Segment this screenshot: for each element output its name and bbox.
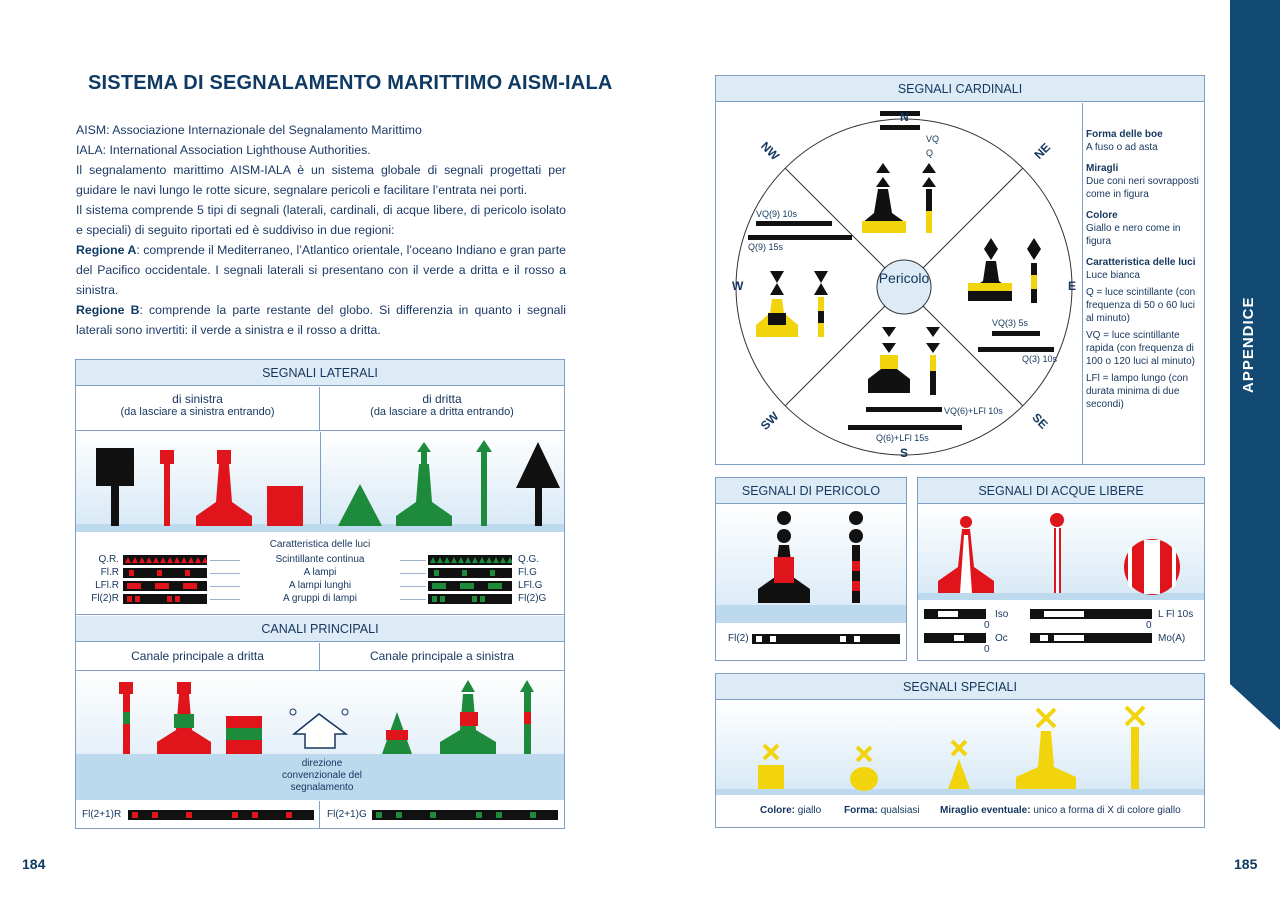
intro-line: Il segnalamento marittimo AISM-IALA è un sistema globale di segnali progettati per guidare le navi lungo le rotte sicure, segnalare pericoli e facilitare l’entrata nei porti. <box>76 163 566 197</box>
light-desc: A lampi <box>240 567 400 578</box>
page-number-right: 185 <box>1234 856 1258 872</box>
light-code-left: Fl.R <box>100 567 119 578</box>
acque-buoys <box>918 505 1204 597</box>
light-desc: A gruppi di lampi <box>240 593 400 604</box>
acque-zero: 0 <box>984 620 990 631</box>
speciali-panel <box>715 673 1205 828</box>
light-code-left: LFl.R <box>95 580 119 591</box>
mo-bar <box>1030 633 1152 643</box>
acque-panel <box>917 477 1205 661</box>
code-e1: VQ(3) 5s <box>992 318 1029 328</box>
dir-sw: SW <box>757 409 782 433</box>
speciali-buoys <box>716 701 1204 795</box>
pericolo-code: Fl(2) <box>728 633 749 644</box>
canali-left-light-bar <box>128 810 314 820</box>
canali-left-code: Fl(2+1)R <box>82 809 122 820</box>
compass-center-label: Pericolo <box>878 270 930 286</box>
light-pattern-bar <box>428 594 512 604</box>
laterali-panel <box>75 359 565 829</box>
lateral-buoys-illustration <box>76 432 564 532</box>
light-pattern-bar <box>428 568 512 578</box>
region-b-text: : comprende la parte restante del globo. Si differenzia in quanto i segnali laterali sono invertiti: il verde a sinistra e il rosso a dritta. <box>76 303 566 337</box>
acque-oc: Oc <box>995 633 1008 644</box>
legend-miragli: Miragli Due coni neri sovrapposti come in figura <box>1086 163 1199 200</box>
pericolo-header: SEGNALI DI PERICOLO <box>716 478 906 504</box>
acque-header: SEGNALI DI ACQUE LIBERE <box>918 478 1204 504</box>
page-number-left: 184 <box>22 856 46 872</box>
canali-left-title: Canale principale a dritta <box>131 649 264 663</box>
lights-title: Caratteristica delle luci <box>269 539 371 550</box>
light-pattern-bar <box>123 555 207 565</box>
appendix-label: APPENDICE <box>1240 296 1257 394</box>
code-s1: VQ(6)+LFl 10s <box>944 406 1003 416</box>
dir-e: E <box>1068 279 1077 293</box>
note-q: Q = luce scintillante (con frequenza di 50 o 60 luci al minuto) <box>1086 287 1196 324</box>
region-a-label: Regione A <box>76 243 137 257</box>
code-s2: Q(6)+LFl 15s <box>876 433 929 443</box>
region-b <box>76 300 566 340</box>
dir-nw: NW <box>757 138 783 164</box>
light-desc: Scintillante continua <box>240 554 400 565</box>
intro-line: IALA: International Association Lighthouse Authorities. <box>76 143 371 157</box>
region-a <box>76 240 566 300</box>
intro-text <box>76 120 566 340</box>
dir-w: W <box>732 279 744 293</box>
region-a-text: : comprende il Mediterraneo, l’Atlantico orientale, l’oceano Indiano e gran parte del Pacifico occidentale. I segnali laterali si presentano con il verde a dritta e il rosso a sinistra. <box>76 243 566 297</box>
light-code-left: Q.R. <box>98 554 119 565</box>
code-n1: VQ <box>926 134 940 144</box>
speciali-colore: Colore: giallo <box>760 805 822 816</box>
pericolo-buoys <box>716 505 906 615</box>
dir-se: SE <box>1029 410 1051 432</box>
code-e2: Q(3) 10s <box>1022 354 1058 364</box>
speciali-header: SEGNALI SPECIALI <box>716 674 1204 700</box>
light-code-right: Q.G. <box>518 554 540 565</box>
light-code-right: Fl.G <box>518 567 537 578</box>
speciali-forma: Forma: qualsiasi <box>844 805 920 816</box>
intro-line: Il sistema comprende 5 tipi di segnali (laterali, cardinali, di acque libere, di pericolo isolato e speciali) di seguito riportati ed è suddiviso in due regioni: <box>76 203 566 237</box>
acque-iso: Iso <box>995 609 1009 620</box>
code-w2: Q(9) 15s <box>748 242 784 252</box>
light-desc: A lampi lunghi <box>240 580 400 591</box>
pericolo-panel <box>715 477 907 661</box>
canali-right-title: Canale principale a sinistra <box>369 649 515 663</box>
laterali-left-sub: (da lasciare a sinistra entrando) <box>120 406 275 418</box>
pericolo-light-bar <box>752 634 900 644</box>
laterali-header: SEGNALI LATERALI <box>76 360 564 386</box>
page-title: SISTEMA DI SEGNALAMENTO MARITTIMO AISM-IALA <box>88 72 613 94</box>
cardinali-legend <box>1086 128 1202 411</box>
laterali-right-title: di dritta <box>422 392 462 406</box>
iso-bar <box>924 609 986 619</box>
note-vq: VQ = luce scintillante rapida (con frequenza di 100 o 120 luci al minuto) <box>1086 330 1195 367</box>
legend-forma: Forma delle boe A fuso o ad asta <box>1086 129 1163 153</box>
code-n2: Q <box>926 148 934 158</box>
canali-header: CANALI PRINCIPALI <box>76 616 564 642</box>
note-lfl: LFl = lampo lungo (con durata minima di due secondi) <box>1086 373 1189 410</box>
appendix-tab <box>1230 0 1280 730</box>
acque-lfl: L Fl 10s <box>1158 609 1194 620</box>
dir-s: S <box>900 446 909 460</box>
canali-right-light-bar <box>372 810 558 820</box>
acque-zero: 0 <box>984 644 990 655</box>
region-b-label: Regione B <box>76 303 140 317</box>
laterali-left-title: di sinistra <box>172 392 223 406</box>
acque-zero: 0 <box>1146 620 1152 631</box>
dir-n: N <box>900 110 909 124</box>
canali-right-code: Fl(2+1)G <box>327 809 367 820</box>
oc-bar <box>924 633 986 643</box>
legend-colore: Colore Giallo e nero come in figura <box>1086 210 1181 247</box>
cardinali-header: SEGNALI CARDINALI <box>716 76 1204 102</box>
code-w1: VQ(9) 10s <box>756 209 798 219</box>
light-pattern-bar <box>428 581 512 591</box>
intro-line: AISM: Associazione Internazionale del Segnalamento Marittimo <box>76 123 422 137</box>
light-code-left: Fl(2)R <box>91 593 119 604</box>
laterali-right-sub: (da lasciare a dritta entrando) <box>370 406 514 418</box>
light-code-right: Fl(2)G <box>518 593 547 604</box>
dir-ne: NE <box>1031 140 1054 162</box>
light-pattern-bar <box>123 594 207 604</box>
canali-buoys-illustration <box>76 672 564 772</box>
light-pattern-bar <box>123 581 207 591</box>
speciali-miraglio: Miraglio eventuale: unico a forma di X di colore giallo <box>940 805 1181 816</box>
cardinali-panel <box>715 75 1205 465</box>
lfl-bar <box>1030 609 1152 619</box>
legend-luci: Caratteristica delle luci Luce bianca <box>1086 257 1196 281</box>
direction-label: direzione convenzionale del segnalamento <box>281 758 363 793</box>
light-pattern-bar <box>428 555 512 565</box>
light-pattern-bar <box>123 568 207 578</box>
acque-mo: Mo(A) <box>1158 633 1186 644</box>
light-code-right: LFl.G <box>518 580 543 591</box>
